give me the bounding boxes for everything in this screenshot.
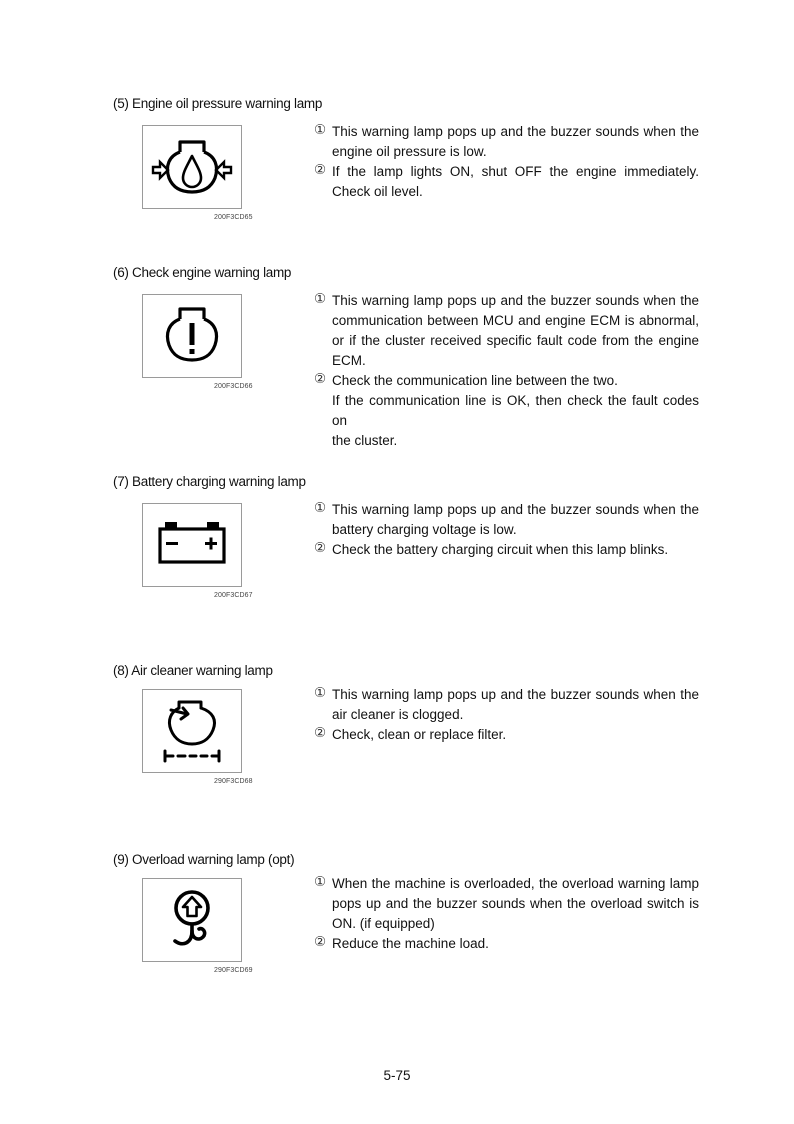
list-item [314, 500, 699, 540]
item-line: ECM. [332, 353, 366, 368]
item-number: ② [314, 371, 327, 386]
item-number: ① [314, 685, 327, 700]
list-item [314, 874, 699, 934]
page-number: 5-75 [383, 1068, 411, 1083]
item-line: engine oil pressure is low. [332, 144, 487, 159]
figure-code: 200F3CD65 [214, 214, 253, 221]
overload-lamp-box [142, 878, 242, 962]
item-line: If the lamp lights ON, shut OFF the engine immediately. [332, 164, 699, 179]
figure-code: 200F3CD67 [214, 592, 253, 599]
item-line: pops up and the buzzer sounds when the overload switch is [332, 896, 699, 911]
item-line: Check, clean or replace filter. [332, 727, 507, 742]
list-item [314, 162, 699, 202]
item-line: Reduce the machine load. [332, 936, 489, 951]
item-number: ① [314, 291, 327, 306]
list-item [314, 540, 699, 560]
list-item [314, 725, 699, 745]
section-heading: (8) Air cleaner warning lamp [113, 663, 273, 678]
item-number: ② [314, 725, 327, 740]
item-number: ① [314, 500, 327, 515]
check-engine-icon [143, 295, 241, 377]
battery-lamp-box [142, 503, 242, 587]
item-number: ② [314, 540, 327, 555]
item-line: communication between MCU and engine ECM is abnormal, [332, 313, 699, 328]
figure-code: 200F3CD66 [214, 383, 253, 390]
oil-pressure-icon [143, 126, 241, 208]
item-line: Check the communication line between the two. [332, 373, 618, 388]
air-cleaner-lamp-box [142, 689, 242, 773]
list-item [314, 371, 699, 451]
item-line: If the communication line is OK, then check the fault codes on [332, 393, 699, 428]
item-line: battery charging voltage is low. [332, 522, 517, 537]
item-line: ON. (if equipped) [332, 916, 435, 931]
list-item [314, 934, 699, 954]
check-engine-lamp-box [142, 294, 242, 378]
item-line: air cleaner is clogged. [332, 707, 464, 722]
figure-code: 290F3CD69 [214, 967, 253, 974]
item-line: or if the cluster received specific fault code from the engine [332, 333, 699, 348]
list-item [314, 122, 699, 162]
overload-hook-icon [143, 879, 241, 961]
section-heading: (7) Battery charging warning lamp [113, 474, 306, 489]
item-line: the cluster. [332, 433, 398, 448]
oil-pressure-lamp-box [142, 125, 242, 209]
item-line: This warning lamp pops up and the buzzer sounds when the [332, 687, 699, 702]
section-heading: (5) Engine oil pressure warning lamp [113, 96, 323, 111]
item-line: This warning lamp pops up and the buzzer sounds when the [332, 293, 699, 308]
air-cleaner-icon [143, 690, 241, 772]
figure-code: 290F3CD68 [214, 778, 253, 785]
item-number: ② [314, 162, 327, 177]
item-line: This warning lamp pops up and the buzzer sounds when the [332, 502, 699, 517]
section-heading: (9) Overload warning lamp (opt) [113, 852, 295, 867]
item-number: ② [314, 934, 327, 949]
item-number: ① [314, 122, 327, 137]
item-line: This warning lamp pops up and the buzzer sounds when the [332, 124, 699, 139]
battery-icon [143, 504, 241, 586]
item-line: When the machine is overloaded, the overload warning lamp [332, 876, 699, 891]
item-line: Check the battery charging circuit when this lamp blinks. [332, 542, 669, 557]
section-heading: (6) Check engine warning lamp [113, 265, 292, 280]
list-item [314, 291, 699, 371]
item-line: Check oil level. [332, 184, 423, 199]
list-item [314, 685, 699, 725]
item-number: ① [314, 874, 327, 889]
